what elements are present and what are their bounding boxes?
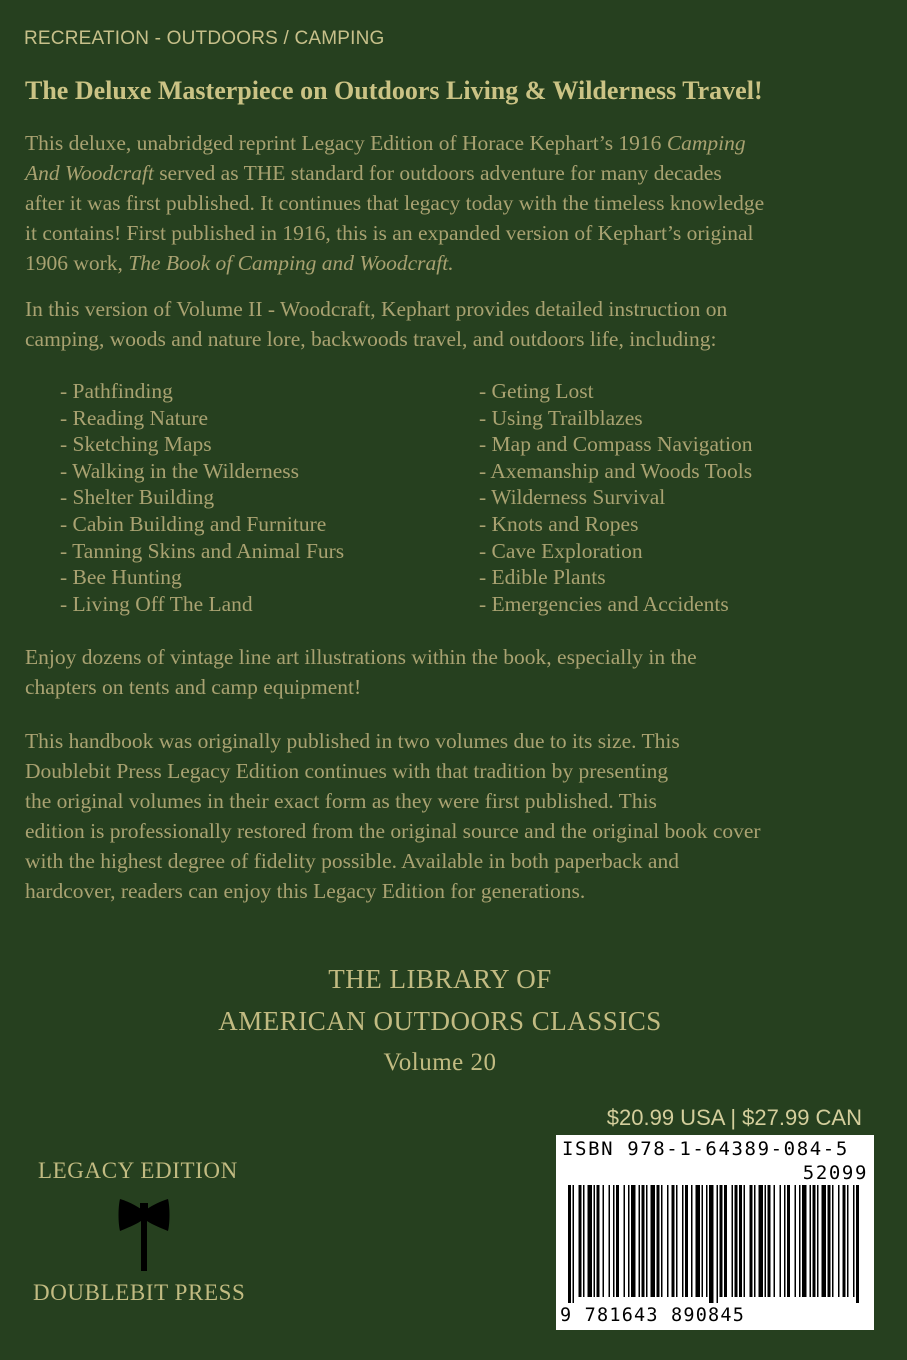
- history-line: hardcover, readers can enjoy this Legacy Edition for generations.: [25, 879, 586, 903]
- series-line-1: THE LIBRARY OF: [328, 964, 552, 994]
- topic-item: - Edible Plants: [479, 565, 606, 590]
- price-label: $20.99 USA | $27.99 CAN: [606, 1105, 862, 1130]
- intro-line-2: served as THE standard for outdoors adventure for many decades: [153, 161, 722, 185]
- volume-intro-line: camping, woods and nature lore, backwoods travel, and outdoors life, including:: [25, 327, 717, 351]
- topic-item: - Knots and Ropes: [479, 511, 639, 536]
- history-line: Doublebit Press Legacy Edition continues with that tradition by presenting: [25, 759, 669, 783]
- topics-list-right: [479, 378, 753, 617]
- intro-line-1: This deluxe, unabridged reprint Legacy Edition of Horace Kephart’s 1916: [25, 131, 667, 155]
- topic-item: - Axemanship and Woods Tools: [479, 458, 753, 483]
- topic-item: - Pathfinding: [60, 379, 173, 403]
- barcode-price-code: 52099: [802, 1162, 868, 1184]
- series-volume: Volume 20: [383, 1049, 497, 1076]
- topic-item: - Living Off The Land: [60, 591, 253, 616]
- topic-item: - Sketching Maps: [60, 432, 212, 457]
- isbn-number: ISBN 978-1-64389-084-5: [562, 1138, 849, 1160]
- topic-item: - Cabin Building and Furniture: [60, 511, 327, 536]
- history-line: with the highest degree of fidelity possible. Available in both paperback and: [25, 849, 679, 873]
- illustrations-line: chapters on tents and camp equipment!: [25, 675, 362, 699]
- intro-title-part-1: Camping: [666, 131, 746, 155]
- ean-digits: 9 781643 890845: [560, 1305, 746, 1326]
- illustrations-paragraph: [25, 642, 885, 702]
- series-title-block: [0, 958, 880, 1084]
- topics-list-left: [60, 378, 344, 617]
- intro-paragraph: [25, 128, 885, 278]
- series-line-2: AMERICAN OUTDOORS CLASSICS: [218, 1006, 662, 1036]
- volume-intro-line: In this version of Volume II - Woodcraft, Kephart provides detailed instruction on: [25, 297, 728, 321]
- topic-item: - Wilderness Survival: [479, 485, 666, 510]
- history-line: edition is professionally restored from the original source and the original book cover: [25, 819, 761, 843]
- volume-intro-paragraph: [25, 294, 885, 354]
- topic-item: - Tanning Skins and Animal Furs: [60, 538, 345, 563]
- topic-item: - Reading Nature: [60, 405, 209, 430]
- barcode-bars: [568, 1185, 862, 1303]
- history-line: This handbook was originally published in two volumes due to its size. This: [25, 729, 680, 753]
- history-paragraph: [25, 726, 885, 906]
- intro-line-3: after it was first published. It continues that legacy today with the timeless knowledge: [25, 191, 765, 215]
- topic-item: - Geting Lost: [479, 379, 594, 403]
- isbn-barcode: [556, 1135, 874, 1330]
- double-bit-axe-icon: [117, 1195, 171, 1271]
- intro-line-4: it contains! First published in 1916, this is an expanded version of Kephart’s original: [25, 221, 754, 245]
- topic-item: - Shelter Building: [60, 485, 215, 510]
- topic-item: - Cave Exploration: [479, 538, 643, 563]
- illustrations-line: Enjoy dozens of vintage line art illustrations within the book, especially in the: [25, 645, 697, 669]
- edition-label: LEGACY EDITION: [38, 1158, 238, 1183]
- topic-item: - Emergencies and Accidents: [479, 591, 729, 616]
- intro-title-part-2: And Woodcraft: [25, 161, 154, 185]
- category-label: RECREATION - OUTDOORS / CAMPING: [24, 28, 385, 49]
- topic-item: - Using Trailblazes: [479, 405, 643, 430]
- topic-item: - Walking in the Wilderness: [60, 458, 300, 483]
- topic-item: - Bee Hunting: [60, 565, 182, 590]
- history-line: the original volumes in their exact form as they were first published. This: [25, 789, 657, 813]
- intro-line-5: 1906 work,: [25, 251, 129, 275]
- headline: The Deluxe Masterpiece on Outdoors Living & Wilderness Travel!: [25, 76, 763, 105]
- topic-item: - Map and Compass Navigation: [479, 432, 753, 457]
- intro-original-title: The Book of Camping and Woodcraft.: [128, 251, 454, 275]
- publisher-name: DOUBLEBIT PRESS: [33, 1280, 246, 1305]
